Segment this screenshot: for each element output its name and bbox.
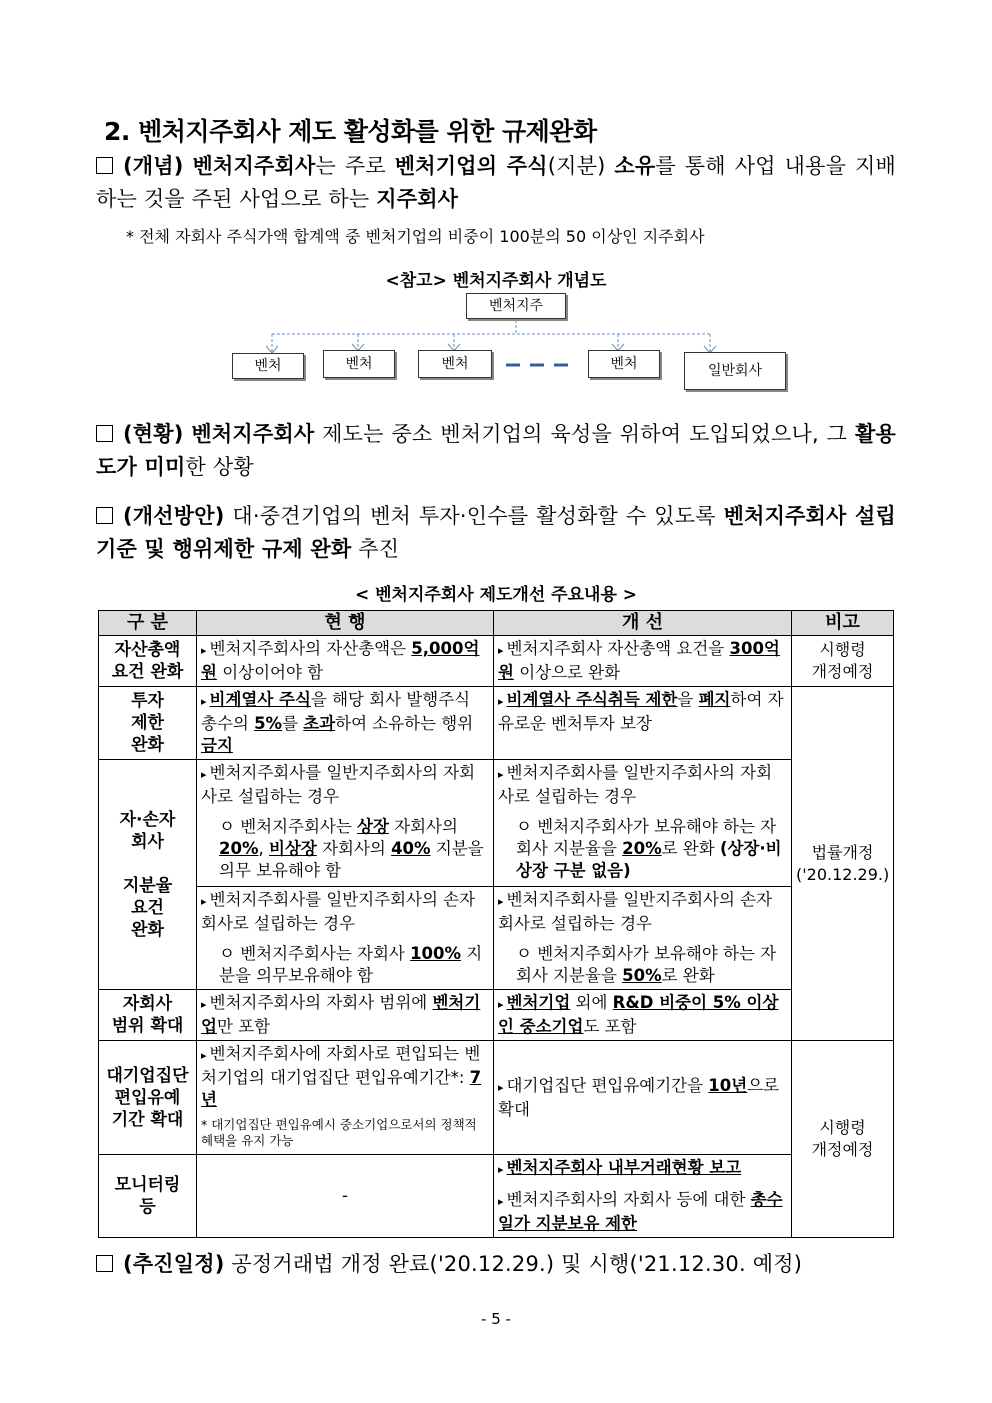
header-improved: 개 선 [494,611,792,636]
note-cell: 시행령 개정예정 [792,636,894,687]
checkbox-square-icon [96,1255,113,1272]
table-title: < 벤처지주회사 제도개선 주요내용 > [354,585,638,605]
current-cell: ▸ 벤처지주회사의 자회사 범위에 벤처기업만 포함 [197,990,494,1041]
category-cell: 자회사 범위 확대 [99,990,197,1041]
section-title: 2. 벤처지주회사 제도 활성화를 위한 규제완화 [104,117,597,146]
category-cell: 투자 제한 완화 [99,687,197,760]
diagram-child-node: 벤처 [232,353,304,379]
note-cell: 법률개정 ('20.12.29.) [792,687,894,1041]
table-row [99,1041,894,1155]
plan-paragraph: (개선방안) 대·중견기업의 벤처 투자·인수를 활성화할 수 있도록 벤처지주회사 설립기준 및 행위제한 규제 완화 추진 [96,504,896,561]
category-cell: 모니터링 등 [99,1155,197,1238]
diagram-child-node: 벤처 [323,350,395,378]
concept-footnote: * 전체 자회사 주식가액 합계액 중 벤처기업의 비중이 100분의 50 이상인 지주회사 [126,227,705,246]
improved-cell: ▸ 벤처지주회사 자산총액 요건을 300억원 이상으로 완화 [494,636,792,687]
improved-cell: ▸ 벤처지주회사 내부거래현황 보고 ▸ 벤처지주회사의 자회사 등에 대한 총수일가 지분보유 제한 [494,1155,792,1238]
improved-cell: ▸ 벤처기업 외에 R&D 비중이 5% 이상인 중소기업도 포함 [494,990,792,1041]
note-cell: 시행령 개정예정 [792,1041,894,1238]
category-cell: 대기업집단 편입유예 기간 확대 [99,1041,197,1155]
current-cell: ▸ 벤처지주회사의 자산총액은 5,000억원 이상이어야 함 [197,636,494,687]
checkbox-square-icon [96,425,113,442]
diagram-child-node: 벤처 [418,350,492,378]
checkbox-square-icon [96,157,113,174]
header-current: 현 행 [197,611,494,636]
header-category: 구 분 [99,611,197,636]
table-row [99,990,894,1041]
table-row [99,687,894,760]
table-row [99,1155,894,1238]
diagram-child-node-general: 일반회사 [684,352,786,390]
table-row [99,636,894,687]
schedule-paragraph: (추진일정) 공정거래법 개정 완료('20.12.29.) 및 시행('21.12.30. 예정) [96,1248,896,1281]
table-row [99,760,894,990]
current-cell: - [197,1155,494,1238]
table-header-row [99,611,894,636]
category-cell: 자·손자 회사 지분율 요건 완화 [99,760,197,990]
status-paragraph: (현황) 벤처지주회사 제도는 중소 벤처기업의 육성을 위하여 도입되었으나, 그 활용도가 미미한 상황 [96,422,896,479]
category-cell: 자산총액 요건 완화 [99,636,197,687]
concept-paragraph: (개념) 벤처지주회사는 주로 벤처기업의 주식(지분) 소유를 통해 사업 내용을 지배하는 것을 주된 사업으로 하는 지주회사 [96,154,896,211]
header-note: 비고 [792,611,894,636]
current-cell: ▸ 비계열사 주식을 해당 회사 발행주식 총수의 5%를 초과하여 소유하는 행위 금지 [197,687,494,760]
current-cell: ▸ 벤처지주회사를 일반지주회사의 자회사로 설립하는 경우 ㅇ 벤처지주회사는 상장 자회사의 20%, 비상장 자회사의 40% 지분을 의무 보유해야 함 ▸ 벤처지주회사를 일반지주회사의 손자회사로 설립하는 경우 ㅇ 벤처지주회사는 자회사 100% 지분을 의무보유해야 함 [197,760,494,990]
page-number: - 5 - [481,1310,511,1328]
improved-cell: ▸ 벤처지주회사를 일반지주회사의 자회사로 설립하는 경우 ㅇ 벤처지주회사가 보유해야 하는 자회사 지분율을 20%로 완화 (상장·비상장 구분 없음) ▸ 벤처지주회사를 일반지주회사의 손자회사로 설립하는 경우 ㅇ 벤처지주회사가 보유해야 하는 자회사 지분율을 50%로 완화 [494,760,792,990]
checkbox-square-icon [96,507,113,524]
current-cell: ▸ 벤처지주회사에 자회사로 편입되는 벤처기업의 대기업집단 편입유예기간*: 7년 * 대기업집단 편입유예시 중소기업으로서의 정책적 혜택을 유지 가능 [197,1041,494,1155]
diagram-title: <참고> 벤처지주회사 개념도 [385,271,607,291]
diagram-root-node: 벤처지주 [466,293,566,319]
diagram-child-node: 벤처 [588,350,660,378]
improved-cell: ▸ 비계열사 주식취득 제한을 폐지하여 자유로운 벤처투자 보장 [494,687,792,760]
improvement-table [98,610,894,1238]
improved-cell: ▸ 대기업집단 편입유예기간을 10년으로 확대 [494,1041,792,1155]
